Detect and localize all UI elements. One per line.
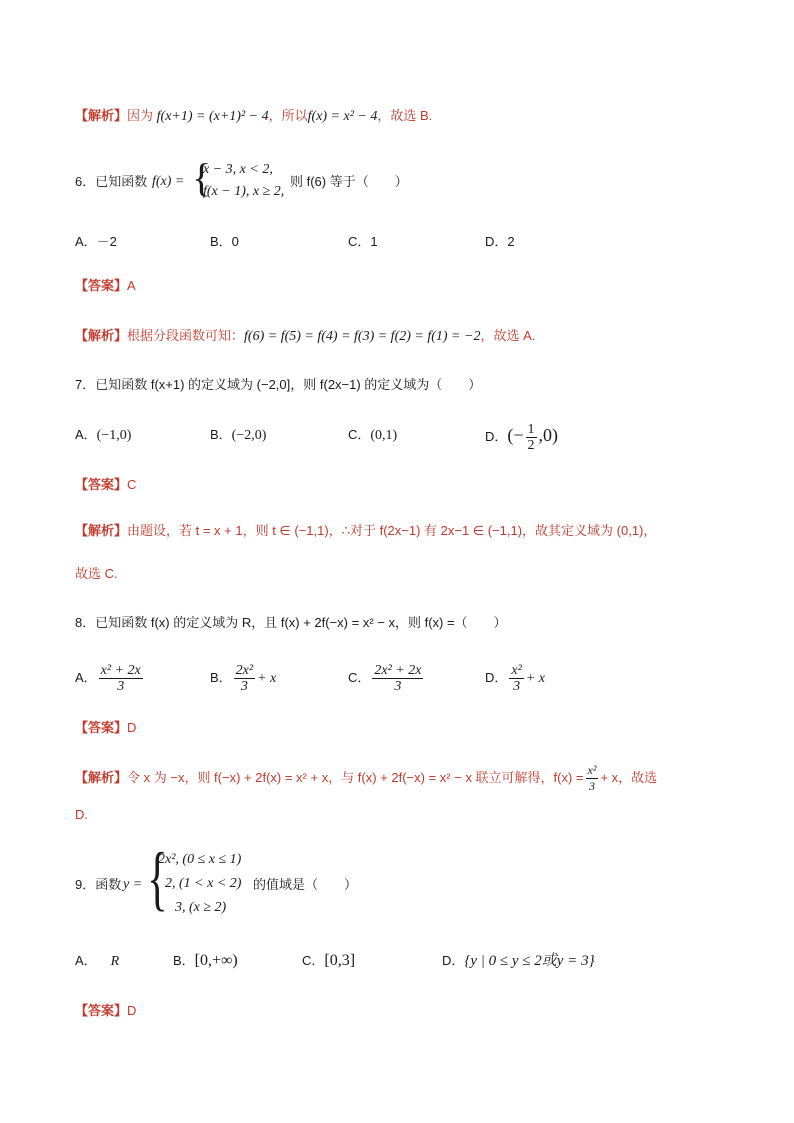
piecewise-brace: { xyxy=(147,838,168,918)
question-tail: 的值域是（ ） xyxy=(253,877,358,892)
fraction: $\frac{\text{2x²}}{3}$ xyxy=(235,663,254,695)
q7-analysis xyxy=(75,521,656,541)
question-8-stem: 8．已知函数 f(x) 的定义域为 R，且 f(x) + 2f(−x) = x² − x，则 f(x) =（ ） xyxy=(75,615,507,630)
analysis-text: ，故选 A. xyxy=(480,328,536,343)
option-a[interactable] xyxy=(75,425,131,446)
answer-tag: 【答案】 xyxy=(75,720,128,735)
option-label: C． xyxy=(348,427,371,442)
fraction: $\frac{\text{x²}}{3}$ xyxy=(511,663,522,695)
option-c[interactable]: C．1 xyxy=(348,234,378,249)
analysis-tag: 【解析】 xyxy=(75,328,128,343)
option-value: [0,+∞) xyxy=(194,952,238,969)
q8-analysis xyxy=(75,761,657,795)
analysis-text: ，所以 xyxy=(268,108,308,123)
option-c[interactable] xyxy=(348,660,425,696)
option-value: (−2,0) xyxy=(231,428,267,443)
question-7-stem: 7．已知函数 f(x+1) 的定义域为 (−2,0]，则 f(2x−1) 的定义域为（ ） xyxy=(75,377,482,392)
answer-value: C xyxy=(127,477,137,492)
option-label: B． xyxy=(210,670,232,685)
option-label: D． xyxy=(442,953,465,968)
analysis-text: + x，故选 xyxy=(600,770,658,785)
analysis-text: 根据分段函数可知： xyxy=(127,328,245,343)
analysis-text: ，故选 B. xyxy=(377,108,433,123)
option-value: [0,3] xyxy=(324,952,356,969)
answer-tag: 【答案】 xyxy=(75,477,128,492)
function-lhs: f(x) = xyxy=(152,174,185,189)
fraction: $\frac{\text{2x² + 2x}}{3}$ xyxy=(374,663,422,695)
option-label: B． xyxy=(173,953,195,968)
answer-value: D xyxy=(127,1003,137,1018)
option-b[interactable] xyxy=(210,425,266,446)
option-value: ,0) xyxy=(538,425,559,445)
option-value: (− xyxy=(507,425,524,445)
option-value: (0,1) xyxy=(370,428,398,443)
q8-answer xyxy=(75,718,136,738)
option-b[interactable] xyxy=(173,951,238,971)
option-label: C． xyxy=(348,670,371,685)
option-value: + x xyxy=(525,671,545,686)
option-d[interactable] xyxy=(442,951,595,971)
option-label: A． xyxy=(75,670,97,685)
piecewise-case-2: 2, (1 < x < 2) xyxy=(165,876,242,891)
option-label: D． xyxy=(485,670,508,685)
q6-analysis xyxy=(75,326,535,347)
answer-tag: 【答案】 xyxy=(75,278,128,293)
piecewise-case-1: x − 3, x < 2, xyxy=(203,162,273,177)
option-a[interactable] xyxy=(75,951,119,972)
option-label: B． xyxy=(210,427,232,442)
option-value: {y | 0 ≤ y ≤ 2或y = 3} xyxy=(464,953,595,969)
answer-tag: 【答案】 xyxy=(75,1003,128,1018)
option-value: + x xyxy=(257,671,277,686)
piecewise-case-2: f(x − 1), x ≥ 2, xyxy=(203,184,285,199)
option-d[interactable]: D．2 xyxy=(485,234,515,249)
analysis-formula: f(x+1) = (x+1)² − 4 xyxy=(156,109,269,124)
piecewise-case-1: 2x², (0 ≤ x ≤ 1) xyxy=(158,852,242,867)
fraction: $\frac{\text{x² + 2x}}{3}$ xyxy=(100,663,141,695)
piecewise-case-3: 3, (x ≥ 2) xyxy=(175,900,227,915)
option-label: A． xyxy=(75,427,97,442)
option-value: R xyxy=(110,954,120,969)
analysis-tag: 【解析】 xyxy=(75,108,128,123)
option-c[interactable] xyxy=(348,425,397,446)
fraction: $\frac{1}{2}$ xyxy=(527,422,535,454)
q8-analysis-cont: D. xyxy=(75,807,88,822)
analysis-tag: 【解析】 xyxy=(75,770,128,785)
option-label: C． xyxy=(302,953,325,968)
option-d[interactable] xyxy=(485,418,558,454)
analysis-formula: f(6) = f(5) = f(4) = f(3) = f(2) = f(1) = −2 xyxy=(244,329,481,344)
q5-analysis xyxy=(75,106,432,127)
option-label: D． xyxy=(485,429,508,444)
analysis-text: 令 x 为 −x，则 f(−x) + 2f(x) = x² + x，与 f(x) + 2f(−x) = x² − x 联立可解得，f(x) = xyxy=(127,770,584,785)
question-tail: 则 f(6) 等于（ ） xyxy=(290,174,408,189)
option-b[interactable] xyxy=(210,660,276,697)
option-c[interactable] xyxy=(302,951,355,971)
q9-answer xyxy=(75,1001,136,1021)
q6-answer xyxy=(75,276,136,296)
option-value: (−1,0) xyxy=(96,428,132,443)
option-a[interactable] xyxy=(75,660,145,696)
option-d[interactable] xyxy=(485,660,545,697)
piecewise-brace: { xyxy=(192,155,212,200)
q7-answer xyxy=(75,475,136,495)
fraction: $\frac{\text{x²}}{3}$ xyxy=(587,763,597,794)
option-a[interactable]: A．－2 xyxy=(75,234,117,249)
answer-value: D xyxy=(127,720,137,735)
analysis-text: 由题设，若 t = x + 1，则 t ∈ (−1,1)，∴对于 f(2x−1) 有 2x−1 ∈ (−1,1)，故其定义域为 (0,1)， xyxy=(127,523,657,538)
function-lhs: y = xyxy=(123,877,143,892)
option-label: A． xyxy=(75,953,97,968)
q7-analysis-cont: 故选 C. xyxy=(75,566,118,581)
analysis-text: 因为 xyxy=(127,108,154,123)
question-number: 9．函数 xyxy=(75,877,122,892)
option-b[interactable]: B．0 xyxy=(210,234,239,249)
answer-value: A xyxy=(127,278,136,293)
analysis-formula: f(x) = x² − 4 xyxy=(307,109,378,124)
question-number: 6．已知函数 xyxy=(75,174,148,189)
analysis-tag: 【解析】 xyxy=(75,523,128,538)
